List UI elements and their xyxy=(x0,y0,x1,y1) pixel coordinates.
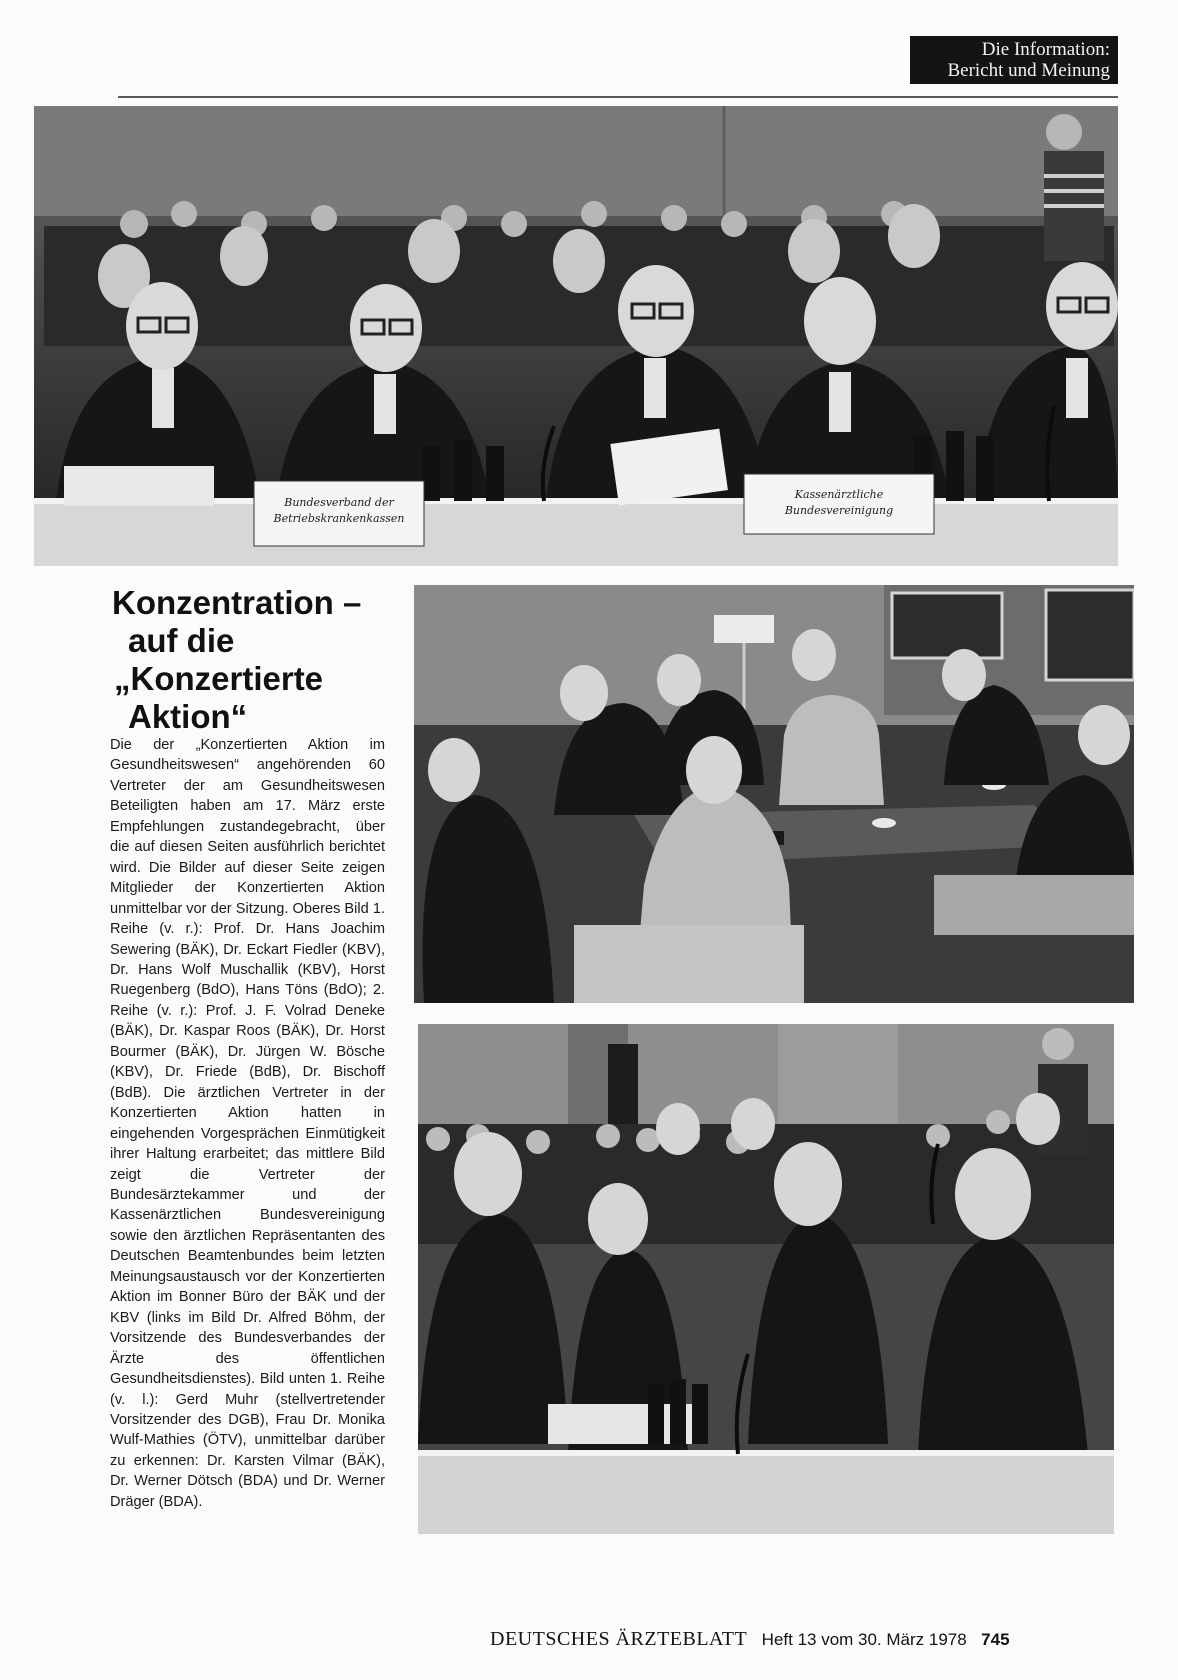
photo-conference-table xyxy=(34,106,1118,566)
section-badge-line1: Die Information: xyxy=(981,39,1110,60)
sign-left-line1: Bundesverband der xyxy=(284,496,394,509)
headline-line3: „Konzertierte xyxy=(114,660,324,697)
header-rule xyxy=(118,96,1118,98)
page-footer xyxy=(490,1628,1114,1652)
photo-plenary-session xyxy=(418,1024,1114,1534)
headline-line2: auf die xyxy=(128,622,235,659)
sign-left-line2: Betriebskrankenkassen xyxy=(273,512,405,525)
footer-masthead: DEUTSCHES ÄRZTEBLATT xyxy=(490,1628,748,1650)
headline xyxy=(96,584,396,736)
footer-issue: Heft 13 vom 30. März 1978 xyxy=(761,1630,967,1649)
sign-right-line1: Kassenärztliche xyxy=(794,488,884,501)
headline-line1: Konzentration – xyxy=(112,584,362,621)
article-body: Die der „Konzertierten Aktion im Gesundheitswesen“ angehörenden 60 Vertreter der am Gesundheitswesen Beteiligten haben am 17. März erste Empfehlungen zustandegebracht, über die auf diesen Seiten ausführlich berichtet wird. Die Bilder auf dieser Seite zeigen Mitglieder der Konzertierten Aktion unmittelbar vor der Sitzung. Oberes Bild 1. Reihe (v. r.): Prof. Dr. Hans Joachim Sewering (BÄK), Dr. Eckart Fiedler (KBV), Dr. Hans Wolf Muschallik (KBV), Horst Ruegenberg (BdO), Hans Töns (BdO); 2. Reihe (v. r.): Prof. J. F. Volrad Deneke (BÄK), Dr. Kaspar Roos (BÄK), Dr. Horst Bourmer (BÄK), Dr. Jürgen W. Bösche (KBV), Dr. Friede (BdB), Dr. Bischoff (BdB). Die ärztlichen Vertreter in der Konzertierten Aktion hatten in eingehenden Vorgesprächen Einmütigkeit ihrer Haltung erarbeitet; das mittlere Bild zeigt die Vertreter der Bundesärztekammer und der Kassenärztlichen Bundesvereinigung sowie den ärztlichen Repräsentanten des Deutschen Beamtenbundes beim letzten Meinungsaustausch vor der Konzertierten Aktion im Bonner Büro der BÄK und der KBV (links im Bild Dr. Alfred Böhm, der Vorsitzende des Bundesverbandes der Ärzte des öffentlichen Gesundheitsdienstes). Bild unten 1. Reihe (v. l.): Gerd Muhr (stellvertretender Vorsitzender des DGB), Frau Dr. Monika Wulf-Mathies (ÖTV), unmittelbar darüber zu erkennen: Dr. Karsten Vilmar (BÄK), Dr. Werner Dötsch (BDA) und Dr. Werner Dräger (BDA). xyxy=(110,737,385,1510)
headline-line4: Aktion“ xyxy=(128,698,248,735)
photo-office-meeting xyxy=(414,585,1134,1003)
section-badge-line2: Bericht und Meinung xyxy=(947,60,1110,81)
section-badge xyxy=(910,36,1118,84)
footer-page-number: 745 xyxy=(981,1630,1010,1649)
sign-right-line2: Bundesvereinigung xyxy=(784,504,894,517)
